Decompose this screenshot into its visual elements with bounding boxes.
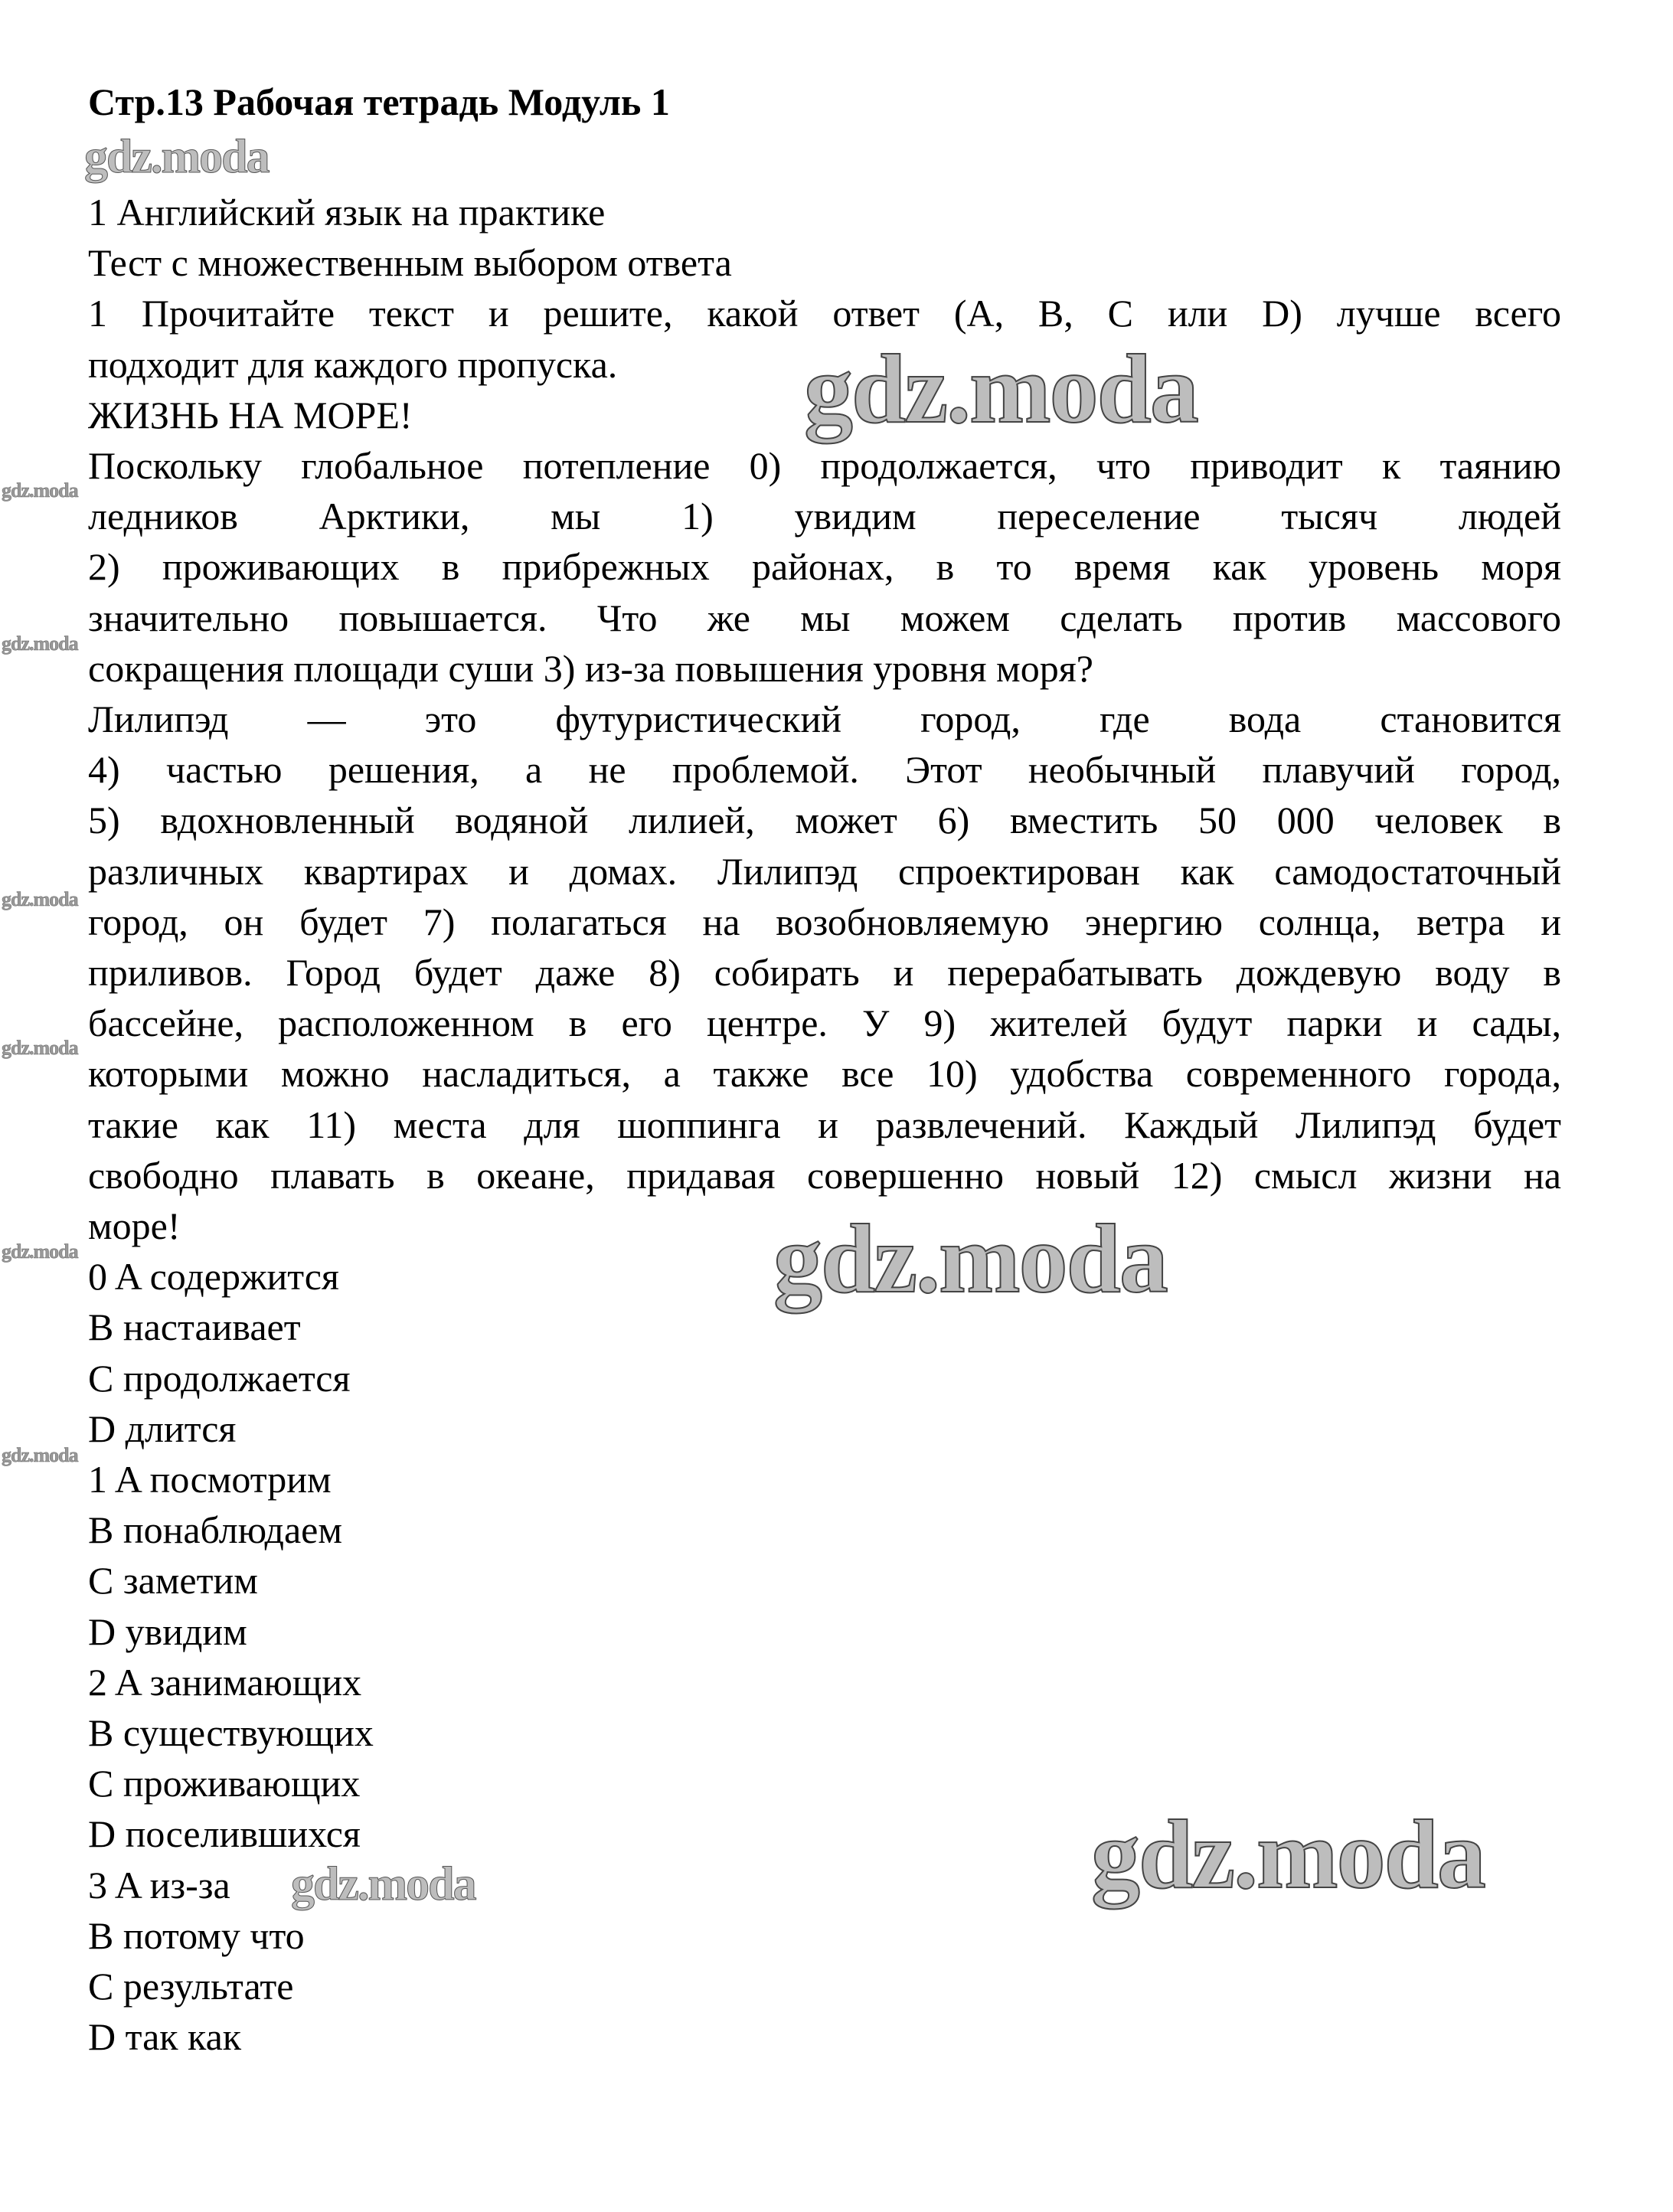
text-line: сокращения площади суши 3) из-за повышения уровня моря? xyxy=(88,646,1093,690)
text-line: C результате xyxy=(88,1965,294,2008)
watermark-small: gdz.moda xyxy=(2,888,78,910)
text-line: бассейне, расположенном в его центре. У 9) жителей будут парки и сады, xyxy=(88,1001,1561,1045)
text-line: D увидим xyxy=(88,1609,247,1653)
text-line: C продолжается xyxy=(88,1356,351,1400)
watermark-small: gdz.moda xyxy=(2,1444,78,1466)
text-line: значительно повышается. Что же мы можем сделать против массового xyxy=(88,596,1561,639)
text-line: C проживающих xyxy=(88,1762,361,1805)
text-line: 1 Прочитайте текст и решите, какой ответ (A, B, C или D) лучше всего xyxy=(88,292,1561,335)
watermark-logo: gdz.moda xyxy=(804,335,1198,443)
text-line: ЖИЗНЬ НА МОРЕ! xyxy=(88,393,413,436)
text-line: приливов. Город будет даже 8) собирать и перерабатывать дождевую воду в xyxy=(88,951,1561,994)
text-line: Тест с множественным выбором ответа xyxy=(88,241,732,285)
watermark-small: gdz.moda xyxy=(2,479,78,502)
text-line: 4) частью решения, а не проблемой. Этот необычный плавучий город, xyxy=(88,748,1561,792)
text-line: 2 A занимающих xyxy=(88,1660,362,1704)
text-line: B существующих xyxy=(88,1711,374,1754)
watermark-small: gdz.moda xyxy=(2,1037,78,1059)
watermark-small: gdz.moda xyxy=(2,632,78,655)
text-line: море! xyxy=(88,1204,181,1247)
text-line: C заметим xyxy=(88,1559,258,1603)
text-line: подходит для каждого пропуска. xyxy=(88,342,618,386)
text-line: город, он будет 7) полагаться на возобновляемую энергию солнца, ветра и xyxy=(88,900,1561,943)
watermark-logo: gdz.moda xyxy=(1091,1800,1485,1909)
text-line: B настаивает xyxy=(88,1305,301,1349)
text-line: 2) проживающих в прибрежных районах, в то время как уровень моря xyxy=(88,545,1561,589)
text-line: такие как 11) места для шоппинга и развлечений. Каждый Лилипэд будет xyxy=(88,1103,1561,1146)
text-line: которыми можно насладиться, а также все 10) удобства современного города, xyxy=(88,1052,1561,1096)
text-line: D так как xyxy=(88,2015,242,2059)
text-line: D поселившихся xyxy=(88,1812,361,1856)
text-line: D длится xyxy=(88,1407,237,1450)
watermark-logo: gdz.moda xyxy=(291,1858,475,1910)
text-line: 5) вдохновленный водяной лилией, может 6) вместить 50 000 человек в xyxy=(88,799,1561,842)
text-line: 1 A посмотрим xyxy=(88,1458,332,1501)
text-line: B потому что xyxy=(88,1913,305,1957)
watermark-small: gdz.moda xyxy=(2,1240,78,1263)
text-line: свободно плавать в океане, придавая совершенно новый 12) смысл жизни на xyxy=(88,1153,1561,1197)
text-line: 0 A содержится xyxy=(88,1255,339,1299)
text-line: различных квартирах и домах. Лилипэд спроектирован как самодостаточный xyxy=(88,849,1561,893)
text-line: B понаблюдаем xyxy=(88,1508,342,1552)
watermark-logo: gdz.moda xyxy=(84,131,269,183)
page-title: Стр.13 Рабочая тетрадь Модуль 1 xyxy=(88,80,670,123)
text-line: 1 Английский язык на практике xyxy=(88,191,606,234)
text-line: ледников Арктики, мы 1) увидим переселение тысяч людей xyxy=(88,495,1561,538)
watermark-logo: gdz.moda xyxy=(773,1204,1167,1313)
text-line: Лилипэд — это футуристический город, где вода становится xyxy=(88,698,1561,740)
text-line: 3 A из-за xyxy=(88,1863,230,1907)
text-line: Поскольку глобальное потепление 0) продолжается, что приводит к таянию xyxy=(88,444,1561,487)
